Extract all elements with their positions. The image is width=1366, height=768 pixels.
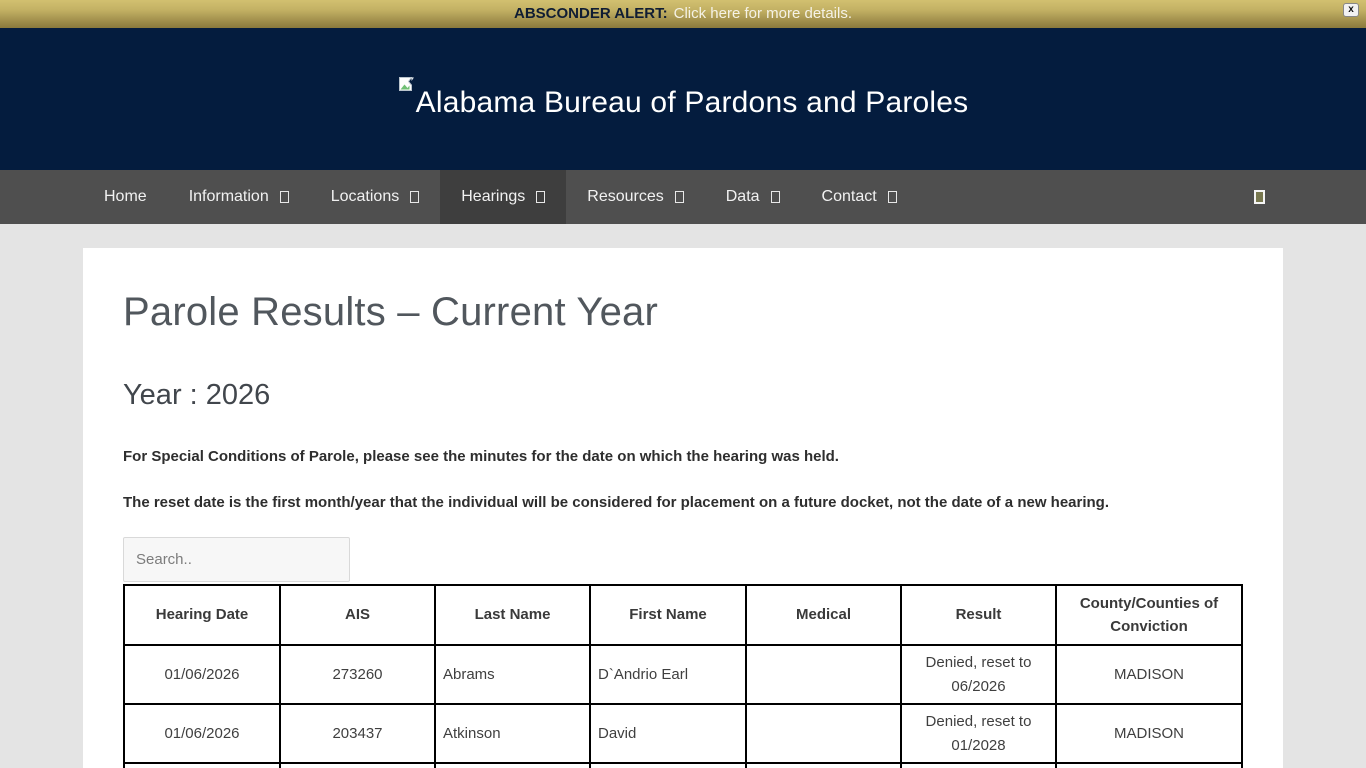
cell-last-name — [435, 763, 590, 768]
year-heading: Year : 2026 — [123, 379, 271, 411]
broken-image-icon — [398, 76, 415, 92]
column-header-county: County/Counties of Conviction — [1056, 585, 1242, 645]
nav-item-label: Contact — [821, 188, 877, 205]
cell-result — [901, 763, 1056, 768]
table-header-row — [124, 585, 1242, 645]
site-header — [0, 28, 1366, 170]
table-row — [124, 704, 1242, 763]
table-row — [124, 645, 1242, 704]
cell-last-name: Abrams — [435, 645, 590, 704]
cell-hearing-date: 01/06/2026 — [124, 645, 280, 704]
cell-ais — [280, 763, 435, 768]
chevron-down-icon — [536, 191, 545, 203]
search-icon — [1254, 190, 1265, 204]
column-header-medical: Medical — [746, 585, 901, 645]
nav-item-information[interactable] — [168, 170, 310, 224]
special-conditions-note: For Special Conditions of Parole, please see the minutes for the date on which the hearing was held. — [123, 448, 839, 465]
cell-ais: 203437 — [280, 704, 435, 763]
site-title: Alabama Bureau of Pardons and Paroles — [415, 86, 969, 119]
column-header-first-name: First Name — [590, 585, 746, 645]
column-header-last-name: Last Name — [435, 585, 590, 645]
cell-first-name: David — [590, 704, 746, 763]
absconder-alert-bar — [0, 0, 1366, 28]
nav-item-data[interactable] — [705, 170, 801, 224]
cell-result: Denied, reset to 06/2026 — [901, 645, 1056, 704]
chevron-down-icon — [675, 191, 684, 203]
cell-hearing-date — [124, 763, 280, 768]
cell-medical — [746, 704, 901, 763]
cell-county: MADISON — [1056, 645, 1242, 704]
nav-item-hearings[interactable] — [440, 170, 566, 224]
close-icon[interactable]: x — [1343, 3, 1359, 17]
reset-date-note: The reset date is the first month/year that the individual will be considered for placement on a future docket, not the date of a new hearing. — [123, 494, 1110, 511]
alert-label: ABSCONDER ALERT: — [513, 5, 668, 22]
cell-medical — [746, 645, 901, 704]
chevron-down-icon — [888, 191, 897, 203]
nav-item-label: Home — [104, 188, 147, 205]
cell-first-name: D`Andrio Earl — [590, 645, 746, 704]
table-search-input[interactable] — [123, 537, 350, 582]
column-header-result: Result — [901, 585, 1056, 645]
parole-results-table — [123, 584, 1243, 768]
cell-county — [1056, 763, 1242, 768]
cell-last-name: Atkinson — [435, 704, 590, 763]
cell-ais: 273260 — [280, 645, 435, 704]
chevron-down-icon — [280, 191, 289, 203]
chevron-down-icon — [410, 191, 419, 203]
nav-item-locations[interactable] — [310, 170, 441, 224]
column-header-ais: AIS — [280, 585, 435, 645]
main-navigation — [0, 170, 1366, 224]
nav-item-resources[interactable] — [566, 170, 704, 224]
nav-item-label: Information — [188, 188, 269, 205]
nav-item-home[interactable] — [83, 170, 168, 224]
nav-item-contact[interactable] — [801, 170, 918, 224]
chevron-down-icon — [771, 191, 780, 203]
page-title: Parole Results – Current Year — [123, 290, 658, 334]
nav-item-label: Resources — [587, 188, 664, 205]
content-card — [83, 248, 1283, 768]
cell-medical — [746, 763, 901, 768]
nav-item-label: Data — [725, 188, 760, 205]
cell-county: MADISON — [1056, 704, 1242, 763]
site-logo-link[interactable] — [398, 78, 969, 120]
nav-item-label: Locations — [330, 188, 400, 205]
nav-search-button[interactable] — [1236, 170, 1283, 224]
cell-result: Denied, reset to 01/2028 — [901, 704, 1056, 763]
cell-first-name — [590, 763, 746, 768]
column-header-hearing-date: Hearing Date — [124, 585, 280, 645]
nav-item-label: Hearings — [461, 188, 526, 205]
cell-hearing-date: 01/06/2026 — [124, 704, 280, 763]
alert-details-link[interactable]: Click here for more details. — [673, 5, 853, 22]
table-row — [124, 763, 1242, 768]
